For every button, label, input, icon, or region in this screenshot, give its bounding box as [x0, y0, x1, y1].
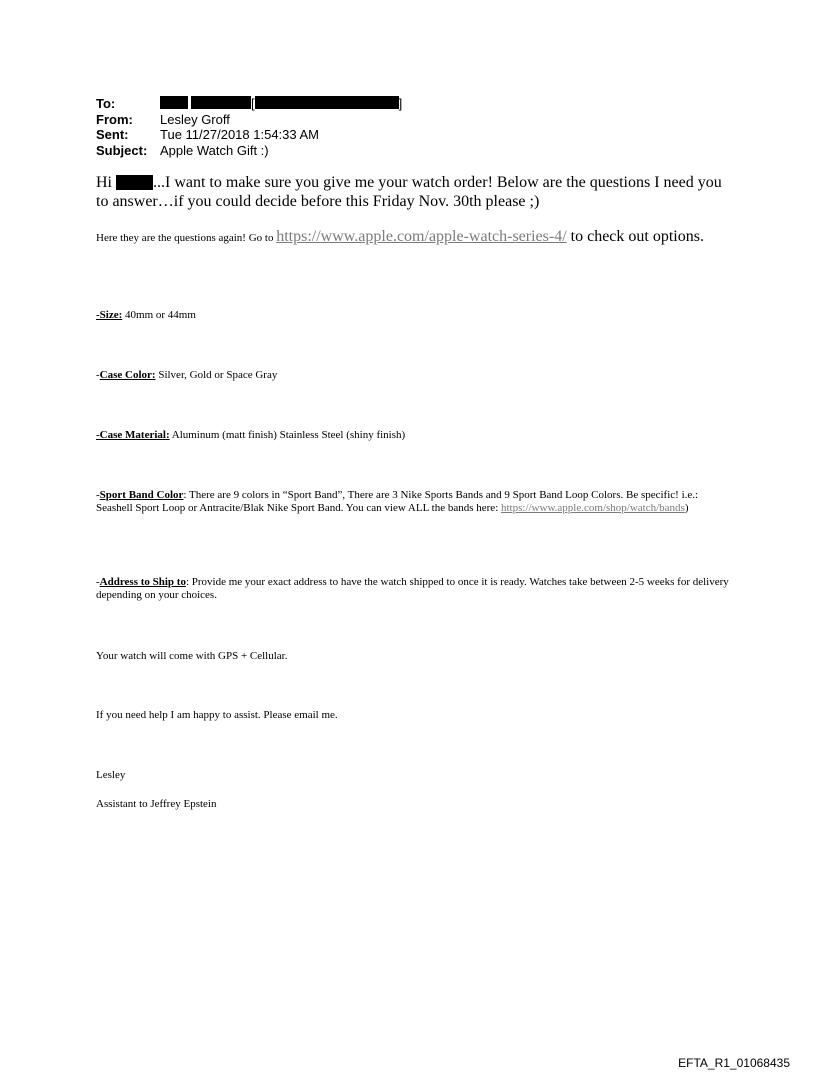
signature-name: Lesley: [96, 769, 126, 781]
sport-band-question: [96, 489, 736, 515]
case-material-value: Aluminum (matt finish) Stainless Steel (shiny finish): [169, 429, 406, 441]
from-label: From:: [96, 111, 133, 127]
subject-row: [96, 143, 402, 159]
redaction-bar: [160, 96, 188, 109]
size-label: -Size:: [96, 309, 123, 321]
subject-label: Subject:: [96, 142, 148, 158]
gps-note: Your watch will come with GPS + Cellular.: [96, 650, 288, 662]
redaction-bar: [116, 175, 153, 190]
help-note: If you need help I am happy to assist. Please email me.: [96, 709, 338, 721]
case-color-label: Case Color:: [99, 369, 156, 381]
questions-intro: [96, 227, 736, 246]
case-color-question: [96, 369, 736, 382]
to-label: To:: [96, 96, 116, 111]
address-prefix: -: [96, 576, 100, 588]
case-material-label: -Case Material:: [96, 429, 170, 441]
to-row: [96, 96, 402, 112]
band-label: Sport Band Color: [99, 489, 184, 501]
sent-label: Sent:: [96, 127, 129, 142]
from-value: Lesley Groff: [160, 111, 230, 127]
sent-value: Tue 11/27/2018 1:54:33 AM: [160, 127, 320, 142]
size-value: 40mm or 44mm: [122, 309, 196, 321]
subject-value: Apple Watch Gift :): [160, 142, 269, 158]
case-material-question: [96, 429, 736, 442]
to-bracket-open: [: [251, 96, 255, 111]
case-color-prefix: -: [96, 369, 100, 381]
sent-row: [96, 127, 402, 143]
greeting: Hi: [96, 174, 112, 191]
intro-text: ...I want to make sure you give me your watch order! Below are the questions I need you to answer…if you could decide before this Friday Nov. 30th please ;): [96, 174, 722, 210]
address-value: : Provide me your exact address to have the watch shipped to once it is ready. Watches take between 2-5 weeks for delivery depending on your choices.: [96, 576, 729, 601]
intro-paragraph: [96, 173, 736, 211]
band-prefix: -: [96, 489, 100, 501]
signature-title: Assistant to Jeffrey Epstein: [96, 798, 217, 810]
address-question: [96, 576, 736, 602]
to-bracket-close: ]: [398, 96, 403, 111]
size-question: [96, 309, 736, 322]
band-value: : There are 9 colors in “Sport Band”, There are 3 Nike Sports Bands and 9 Sport Band Loop Colors. Be specific! i.e.: Seashell Sport Loop or Antracite/Blak Nike Sport Band. You can view ALL the bands here:: [96, 489, 699, 514]
document-id: EFTA_R1_01068435: [678, 1056, 790, 1070]
redaction-bar: [191, 96, 251, 109]
address-label: Address to Ship to: [99, 576, 186, 588]
case-color-value: Silver, Gold or Space Gray: [155, 369, 278, 381]
redaction-bar: [255, 96, 399, 109]
bands-link[interactable]: https://www.apple.com/shop/watch/bands: [501, 502, 685, 514]
questions-intro-small: Here they are the questions again! Go to: [96, 232, 277, 244]
band-close: ): [684, 502, 689, 514]
from-row: [96, 112, 402, 128]
email-header: [96, 96, 402, 158]
apple-watch-link[interactable]: https://www.apple.com/apple-watch-series-4/: [276, 228, 567, 245]
questions-intro-end: to check out options.: [566, 228, 704, 245]
